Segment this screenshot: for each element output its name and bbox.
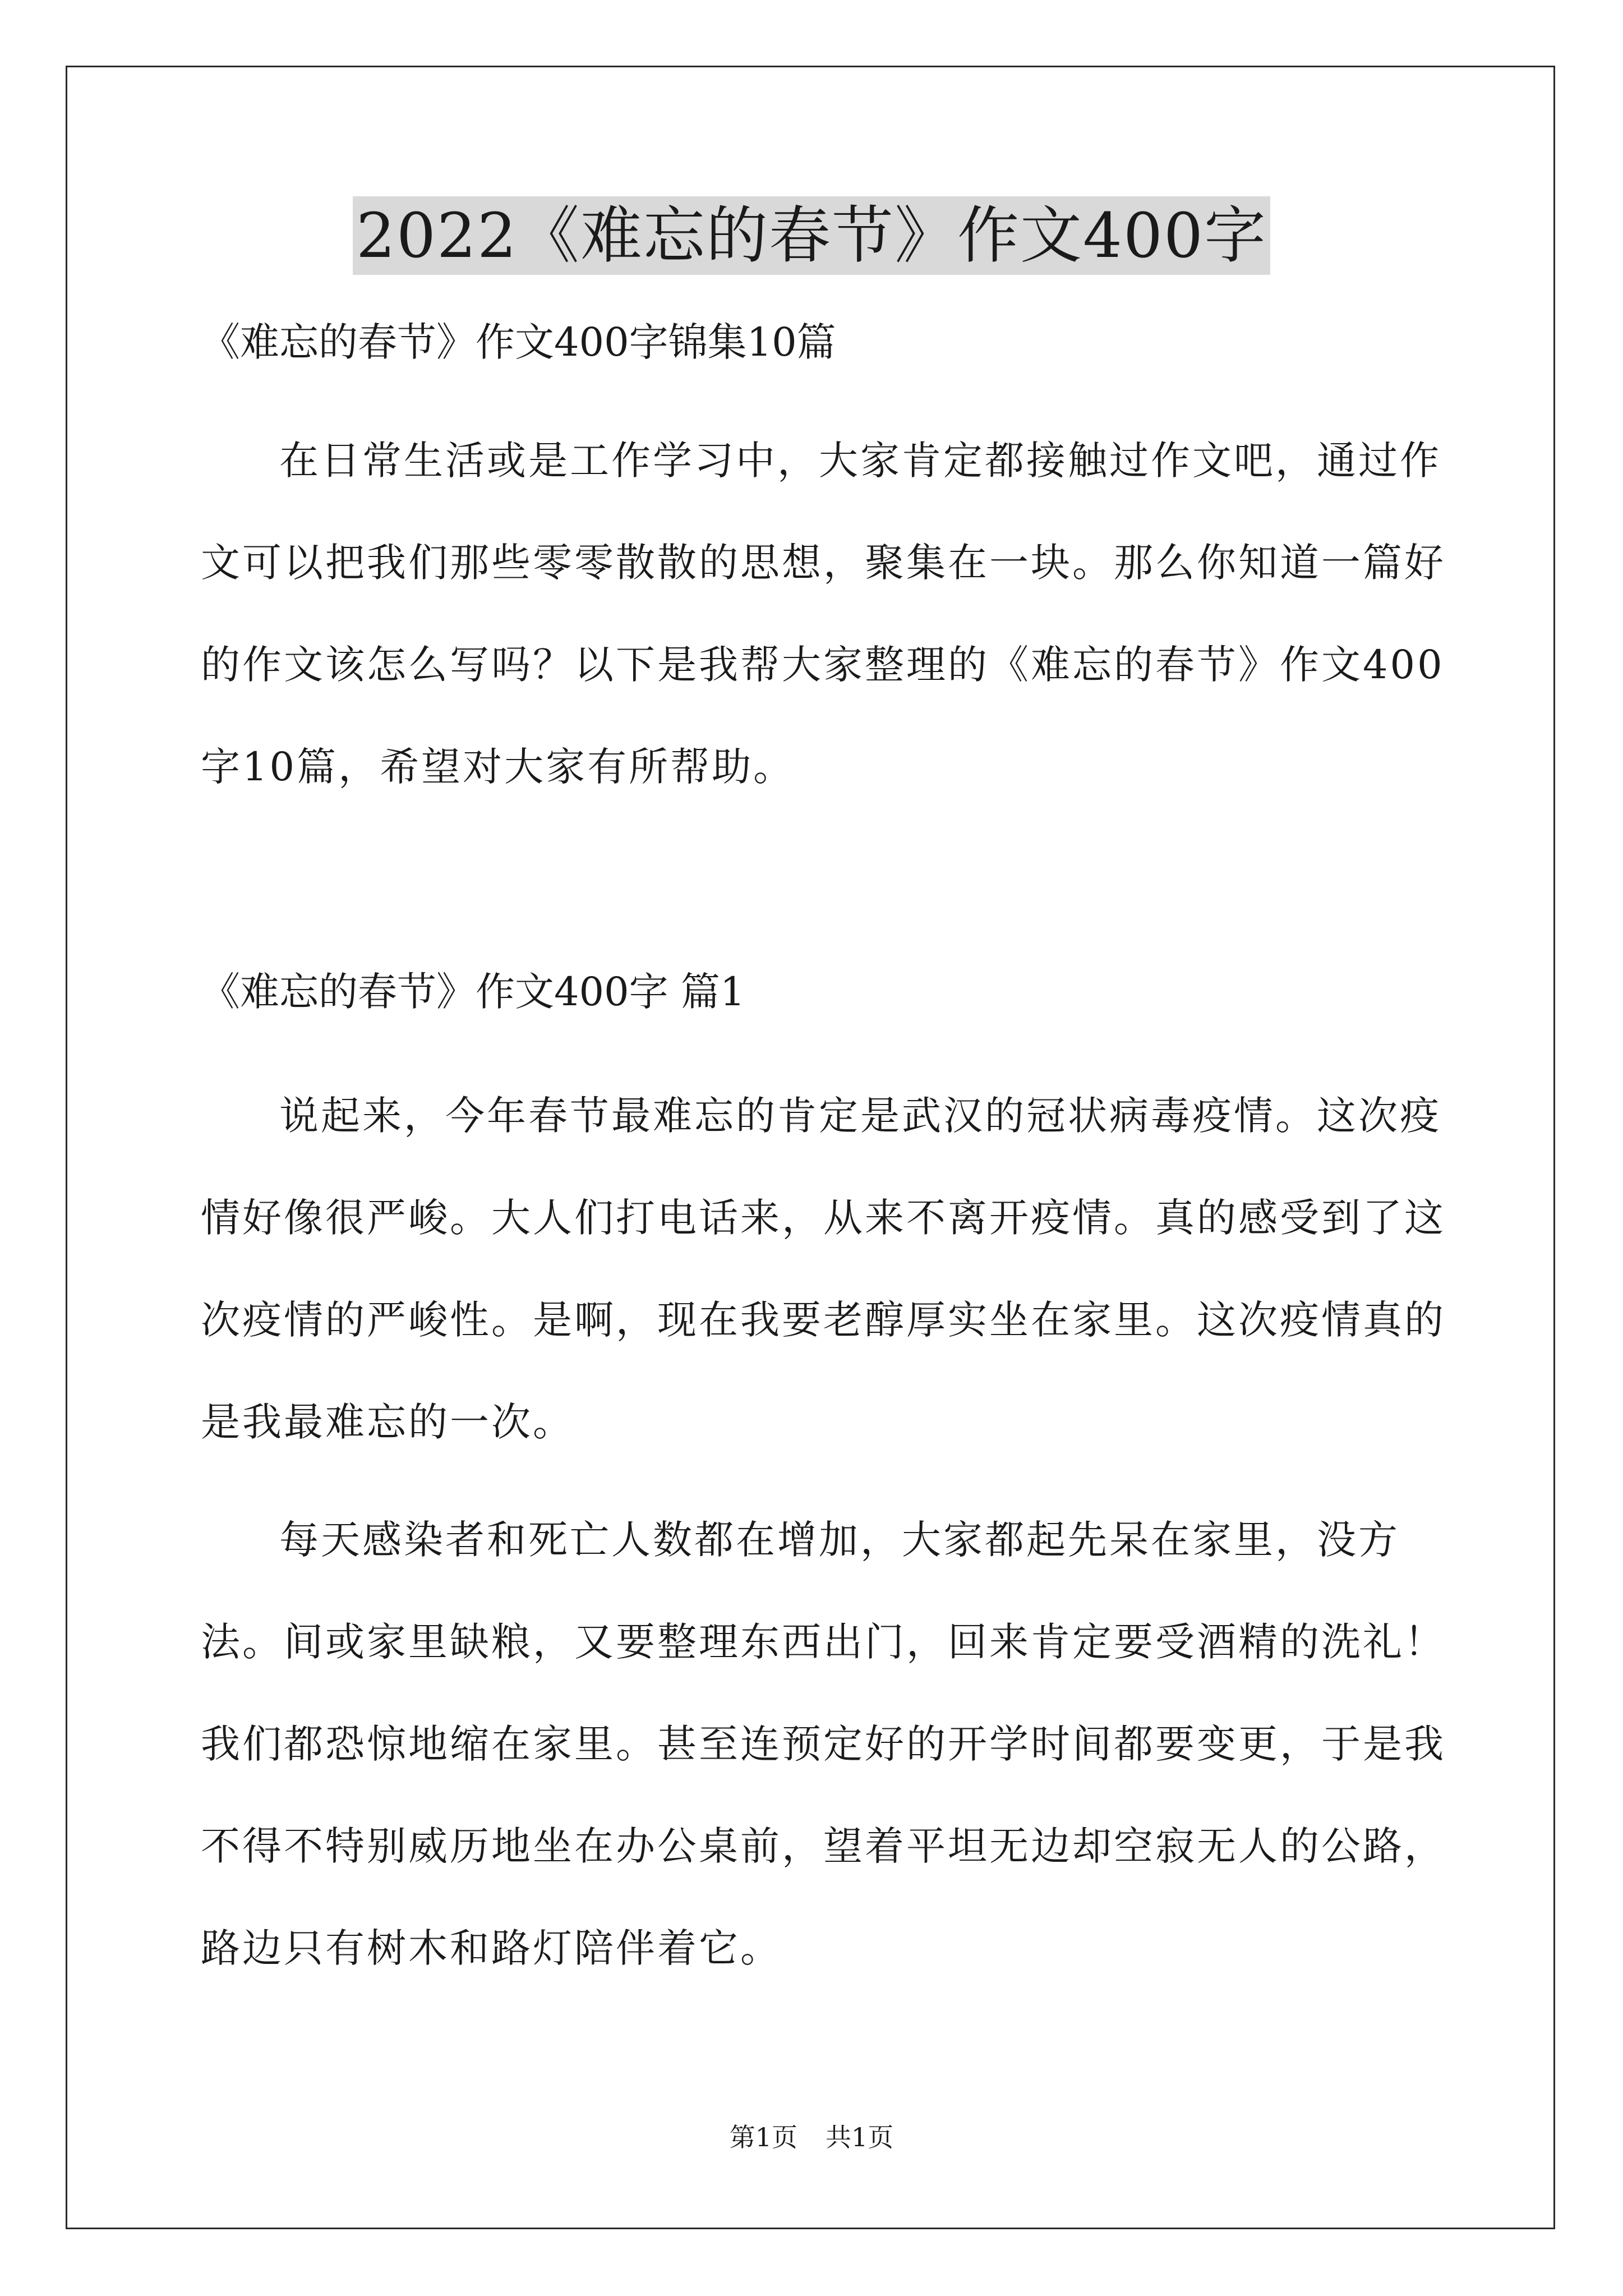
body-paragraph: 说起来，今年春节最难忘的肯定是武汉的冠状病毒疫情。这次疫情好像很严峻。大人们打电话来，从来不离开疫情。真的感受到了这次疫情的严峻性。是啊，现在我要老醇厚实坐在家里。这次疫情真的是我最难忘的一次。 xyxy=(201,1093,1446,1445)
page-number: 第1页 xyxy=(729,2122,797,2152)
title-container xyxy=(0,196,1623,275)
page-total: 共1页 xyxy=(826,2122,894,2152)
document-body xyxy=(201,303,1457,1999)
document-title: 2022《难忘的春节》作文400字 xyxy=(353,196,1270,275)
document-subtitle: 《难忘的春节》作文400字锦集10篇 xyxy=(201,319,836,365)
body-paragraph: 每天感染者和死亡人数都在增加，大家都起先呆在家里，没方法。间或家里缺粮，又要整理东西出门，回来肯定要受酒精的洗礼！我们都恐惊地缩在家里。甚至连预定好的开学时间都要变更，于是我不得不特别威历地坐在办公桌前，望着平坦无边却空寂无人的公路，路边只有树木和路灯陪伴着它。 xyxy=(201,1517,1446,1971)
intro-paragraph: 在日常生活或是工作学习中，大家肯定都接触过作文吧，通过作文可以把我们那些零零散散的思想，聚集在一块。那么你知道一篇好的作文该怎么写吗？以下是我帮大家整理的《难忘的春节》作文400字10篇，希望对大家有所帮助。 xyxy=(201,438,1446,790)
page-footer xyxy=(0,2120,1623,2154)
section-heading: 《难忘的春节》作文400字 篇1 xyxy=(201,969,745,1015)
